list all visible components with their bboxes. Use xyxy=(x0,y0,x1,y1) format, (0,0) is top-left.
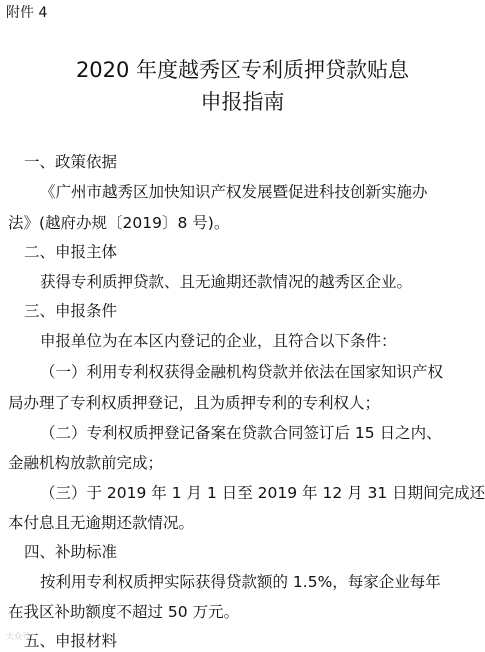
condition-item-2-line-2: 金融机构放款前完成； xyxy=(8,454,164,472)
condition-item-2-line-1: （二）专利权质押登记备案在贷款合同签订后 15 日之内、 xyxy=(40,424,442,442)
document-title-line-1: 2020 年度越秀区专利质押贷款贴息 xyxy=(75,58,410,82)
policy-basis-text-line-1: 《广州市越秀区加快知识产权发展暨促进科技创新实施办 xyxy=(40,183,428,201)
section-heading-subsidy-standard: 四、补助标准 xyxy=(24,543,118,561)
section-heading-materials: 五、申报材料 xyxy=(24,632,118,650)
conditions-intro: 申报单位为在本区内登记的企业，且符合以下条件： xyxy=(40,332,397,350)
section-heading-conditions: 三、申报条件 xyxy=(24,302,118,320)
condition-item-1-line-1: （一）利用专利权获得金融机构贷款并依法在国家知识产权 xyxy=(40,363,444,381)
condition-item-3-line-1: （三）于 2019 年 1 月 1 日至 2019 年 12 月 31 日期间完成还 xyxy=(40,484,485,502)
section-heading-policy-basis: 一、政策依据 xyxy=(24,153,118,171)
condition-item-1-line-2: 局办理了专利权质押登记，且为质押专利的专利权人； xyxy=(8,394,381,412)
policy-basis-text-line-2: 法》(越府办规〔2019〕8 号)。 xyxy=(8,214,230,232)
attachment-label: 附件 4 xyxy=(6,5,48,21)
condition-item-3-line-2: 本付息且无逾期还款情况。 xyxy=(8,514,195,532)
applicant-text-line-1: 获得专利质押贷款、且无逾期还款情况的越秀区企业。 xyxy=(40,273,413,291)
document-title-line-2: 申报指南 xyxy=(200,90,285,114)
subsidy-standard-text-line-1: 按利用专利权质押实际获得贷款额的 1.5%，每家企业每年 xyxy=(40,573,441,591)
subsidy-standard-text-line-2: 在我区补助额度不超过 50 万元。 xyxy=(8,603,240,621)
section-heading-applicant: 二、申报主体 xyxy=(24,243,118,261)
watermark: 大众号 xyxy=(6,632,30,641)
